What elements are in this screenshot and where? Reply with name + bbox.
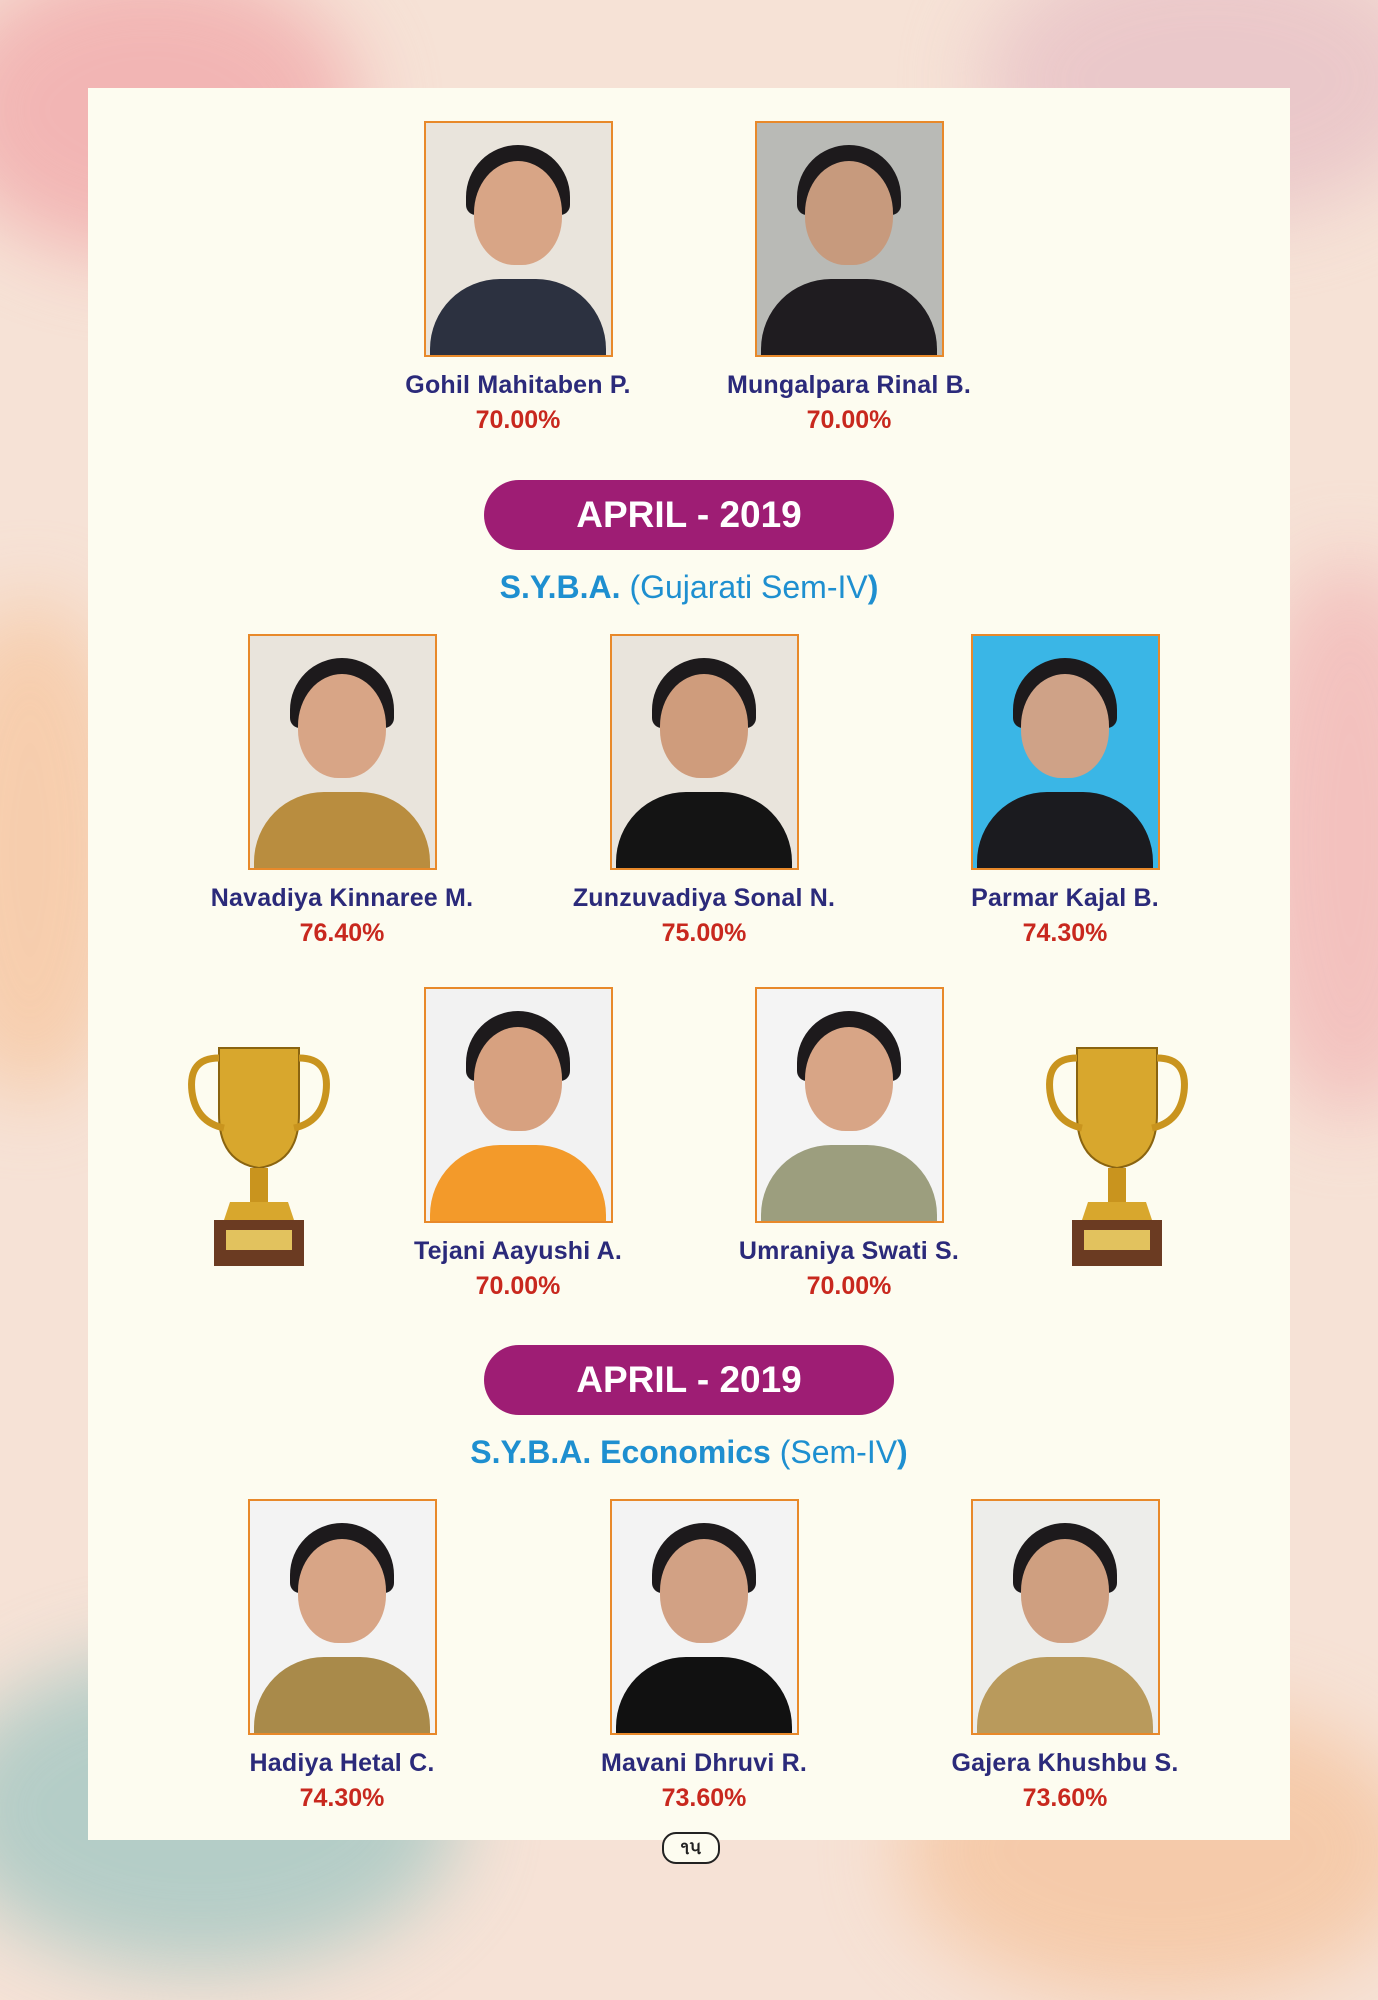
student-percent: 73.60% [661,1784,747,1812]
student-photo [755,121,944,357]
student-photo [610,1499,799,1735]
subtitle-course: S.Y.B.A. Economics [470,1434,771,1470]
subtitle-course: S.Y.B.A. [499,569,621,605]
student-name: Gajera Khushbu S. [951,1749,1179,1777]
student-name: Mungalpara Rinal B. [726,371,972,399]
subtitle-close-paren: ) [897,1434,908,1470]
student-percent: 70.00% [806,1272,892,1300]
student-name: Parmar Kajal B. [971,884,1159,912]
student-percent: 73.60% [1022,1784,1108,1812]
student-photo [610,634,799,870]
student-card [925,634,1205,948]
student-name: Tejani Aayushi A. [413,1237,623,1265]
student-card [709,987,989,1301]
subtitle-detail: (Sem-IV [779,1434,898,1470]
student-percent: 70.00% [475,1272,561,1300]
subtitle-close-paren: ) [867,569,879,605]
student-percent: 74.30% [299,1784,385,1812]
section-heading-badge: APRIL - 2019 [484,480,894,550]
page-number: ૧૫ [662,1832,720,1864]
student-photo [248,1499,437,1735]
section-subtitle [88,1434,1290,1471]
student-percent: 75.00% [661,919,747,947]
student-card [925,1499,1205,1813]
student-name: Zunzuvadiya Sonal N. [572,884,836,912]
student-name: Hadiya Hetal C. [249,1749,435,1777]
student-name: Umraniya Swati S. [738,1237,960,1265]
student-card [202,1499,482,1813]
student-percent: 70.00% [806,406,892,434]
student-percent: 74.30% [1022,919,1108,947]
student-card [564,634,844,948]
subtitle-detail: (Gujarati Sem-IV [629,569,868,605]
student-card [378,121,658,435]
student-photo [971,1499,1160,1735]
student-photo [248,634,437,870]
student-name: Navadiya Kinnaree M. [210,884,474,912]
section-subtitle [88,569,1290,606]
section-heading-badge: APRIL - 2019 [484,1345,894,1415]
student-card [709,121,989,435]
student-card [202,634,482,948]
student-card [564,1499,844,1813]
student-percent: 70.00% [475,406,561,434]
student-name: Mavani Dhruvi R. [600,1749,808,1777]
student-photo [424,121,613,357]
student-name: Gohil Mahitaben P. [405,371,631,399]
student-photo [755,987,944,1223]
student-card [378,987,658,1301]
student-photo [424,987,613,1223]
trophy-icon [184,1044,334,1270]
student-photo [971,634,1160,870]
student-percent: 76.40% [299,919,385,947]
trophy-icon [1042,1044,1192,1270]
